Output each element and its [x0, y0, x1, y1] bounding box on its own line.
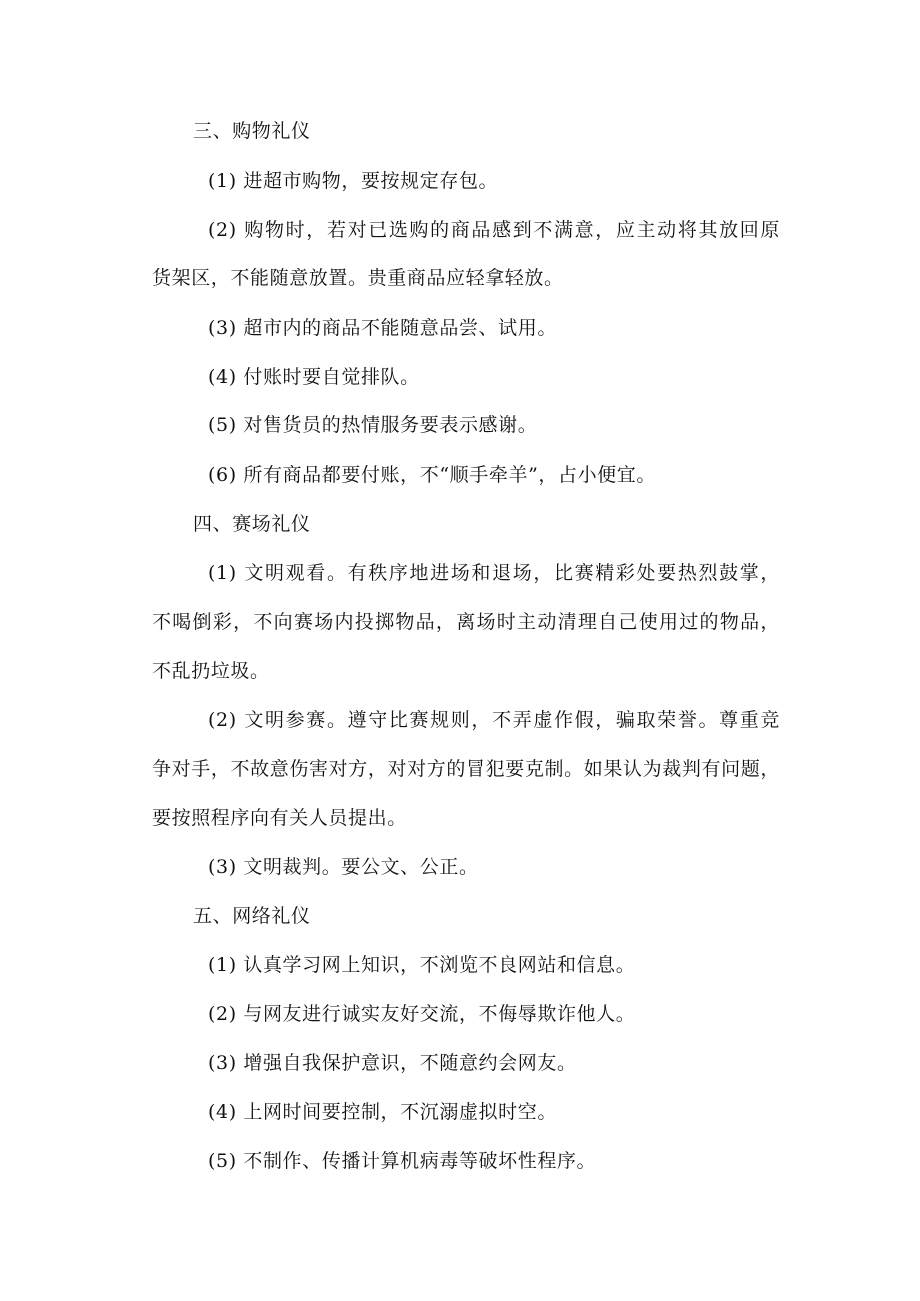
section-heading-venue: 四、赛场礼仪	[193, 513, 311, 535]
list-item: (2) 购物时，若对已选购的商品感到不满意，应主动将其放回原	[208, 219, 780, 241]
list-item: (4) 付账时要自觉排队。	[208, 366, 420, 388]
list-item: (6) 所有商品都要付账，不“顺手牵羊”，占小便宜。	[208, 464, 656, 486]
list-item: (5) 对售货员的热情服务要表示感谢。	[208, 414, 538, 436]
section-heading-shopping: 三、购物礼仪	[193, 120, 311, 142]
list-item: (3) 文明裁判。要公文、公正。	[208, 856, 479, 878]
list-item: (1) 认真学习网上知识，不浏览不良网站和信息。	[208, 954, 636, 976]
list-item-continuation: 要按照程序向有关人员提出。	[152, 807, 407, 829]
list-item: (1) 文明观看。有秩序地进场和退场，比赛精彩处要热烈鼓掌，	[208, 562, 780, 584]
section-heading-internet: 五、网络礼仪	[193, 905, 311, 927]
list-item-continuation: 货架区，不能随意放置。贵重商品应轻拿轻放。	[152, 267, 564, 289]
list-item: (3) 超市内的商品不能随意品尝、试用。	[208, 317, 557, 339]
list-item-continuation: 争对手，不故意伤害对方，对对方的冒犯要克制。如果认为裁判有问题，	[152, 758, 780, 780]
list-item: (5) 不制作、传播计算机病毒等破坏性程序。	[208, 1150, 597, 1172]
list-item: (3) 增强自我保护意识，不随意约会网友。	[208, 1052, 577, 1074]
list-item-continuation: 不乱扔垃圾。	[152, 660, 270, 682]
list-item-continuation: 不喝倒彩，不向赛场内投掷物品，离场时主动清理自己使用过的物品，	[152, 611, 780, 633]
list-item: (4) 上网时间要控制，不沉溺虚拟时空。	[208, 1101, 557, 1123]
list-item: (1) 进超市购物，要按规定存包。	[208, 170, 499, 192]
list-item: (2) 与网友进行诚实友好交流，不侮辱欺诈他人。	[208, 1003, 636, 1025]
list-item: (2) 文明参赛。遵守比赛规则，不弄虚作假，骗取荣誉。尊重竞	[208, 709, 780, 731]
